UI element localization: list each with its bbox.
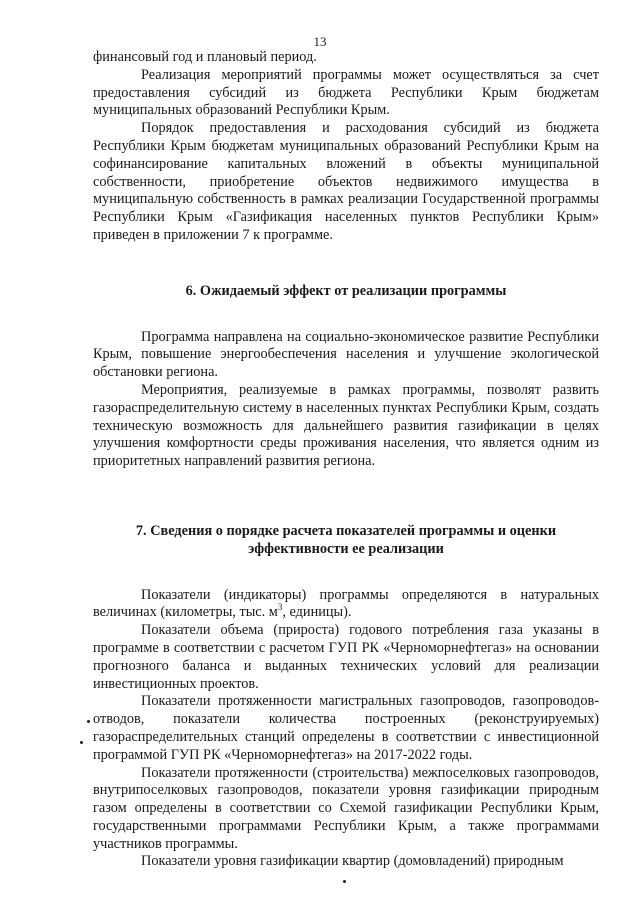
scan-speck [80,741,83,744]
section-7-paragraph: Показатели протяженности (строительства) межпоселковых газопроводов, внутрипоселковых газопроводов, показатели уровня газификации природным газом определены в соответствии со Схемой газификации Республики Крым, государственными программами Республики Крым, а также программами участников программы. [93,764,599,852]
section-7-heading [93,523,599,559]
indicators-text-end: , единицы). [282,604,352,621]
section-7-heading-line2: эффективности ее реализации [248,540,444,557]
section-7-paragraph: Показатели протяженности магистральных газопроводов, газопроводов-отводов, показатели количества построенных (реконструируемых) газораспределительных станций определены в соответствии с инвестиционной программой ГУП РК «Черноморнефтегаз» на 2017-2022 годы. [93,693,599,763]
scan-speck [87,720,90,723]
paragraph-subsidy-procedure: Порядок предоставления и расходования субсидий из бюджета Республики Крым бюджетам муниципальных образований Республики Крым на софинансирование капитальных вложений в объекты муниципальной собственности, приобретение объектов недвижимого имущества в муниципальную собственность в рамках реализации Государственной программы Республики Крым «Газификация населенных пунктов Республики Крым» приведен в приложении 7 к программе. [93,120,599,243]
section-7-paragraph-indicators [93,587,599,623]
section-7-paragraph: Показатели уровня газификации квартир (домовладений) природным [141,853,564,870]
indicators-text: Показатели (индикаторы) программы определяются в натуральных величинах (километры, тыс. м [93,586,599,621]
page-number: 13 [313,34,327,49]
document-body [93,49,599,871]
section-7-heading-line1: 7. Сведения о порядке расчета показателей программы и оценки [135,522,557,539]
section-6-paragraph: Программа направлена на социально-экономическое развитие Республики Крым, повышение энергообеспечения населения и улучшение экологической обстановки региона. [93,328,599,381]
section-6-paragraph: Мероприятия, реализуемые в рамках программы, позволят развить газораспределительную систему в населенных пунктах Республики Крым, создать техническую возможность для дальнейшего развития газификации в целях улучшения комфортности среды проживания населения, что является одним из приоритетных направлений развития региона. [93,381,599,470]
paragraph-subsidies: Реализация мероприятий программы может осуществляться за счет предоставления субсидий из бюджета Республики Крым бюджетам муниципальных образований Республики Крым. [93,66,599,119]
section-6-heading: 6. Ожидаемый эффект от реализации программы [185,282,507,299]
scan-speck [343,880,346,883]
section-7-paragraph: Показатели объема (прироста) годового потребления газа указаны в программе в соответствии с расчетом ГУП РК «Черноморнефтегаз» на основании прогнозного баланса и выданных технических условий для реализации инвестиционных проектов. [93,622,599,692]
superscript: 3 [277,602,283,613]
paragraph-continued: финансовый год и плановый период. [93,49,317,65]
